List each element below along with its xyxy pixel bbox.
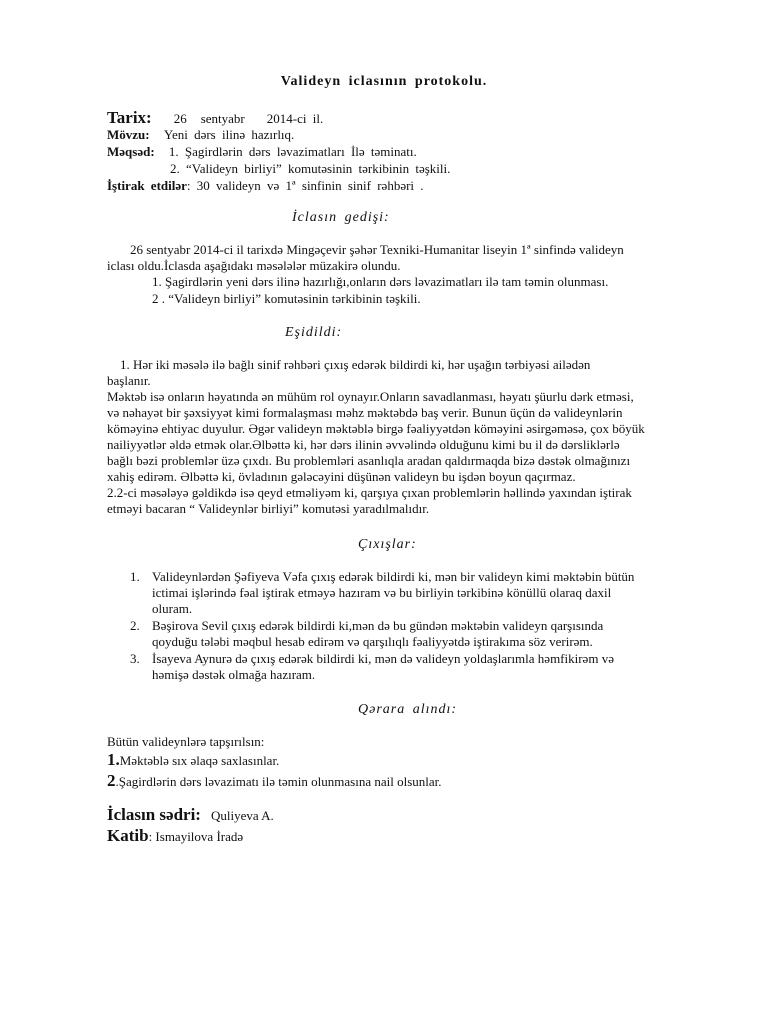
heard-line: köməyinə ehtiyac duyulur. Əgər valideyn məktəblə birgə fəaliyyətdən köməyini əsirgəməsə, çox böyük — [107, 421, 645, 436]
heard-line: bağlı bəzi problemlər üzə çıxdı. Bu problemləri asanlıqla aradan qaldırmaqda bizə dəstək olmağınızı — [107, 453, 631, 468]
speech-line: ictimai işlərində fəal iştirak etməyə hazıram və bu birliyin tərkibinə könüllü olaraq daxil — [152, 585, 612, 600]
proceedings-line-2: iclası oldu.İclasda aşağıdakı məsələlər müzakirə olundu. — [107, 258, 401, 273]
date-row — [107, 108, 323, 128]
speech-line: Valideynlərdən Şəfiyeva Vəfa çıxış edərək bildirdi ki, mən bir valideyn kimi məktəbin bütün — [152, 569, 635, 584]
page-title: Validеyn iclasının protokolu. — [280, 74, 488, 89]
chair-label: İclasın sədri: — [107, 805, 201, 824]
speech-line: İsayeva Aynurə də çıxış edərək bildirdi ki, mən də valideyn yoldaşlarımla həmfikirəm və — [152, 651, 614, 666]
decision-item-1 — [107, 750, 279, 770]
speech-number: 2. — [130, 618, 140, 633]
purpose-item-1: 1. Şagirdlərin dərs ləvazimatları İlə təminatı. — [168, 144, 417, 159]
date-year: 2014-ci il. — [266, 111, 324, 126]
heard-line: başlanır. — [107, 373, 151, 388]
date-day: 26 — [173, 111, 187, 126]
speech-line: qoyduğu tələbi məqbul hesab edirəm və qarşılıqlı fəaliyyətdə iştirakıma söz verirəm. — [152, 634, 593, 649]
section-heading-speeches: Çıxışlar: — [358, 537, 417, 552]
heard-line: etməyi bacaran “ Valideynlər birliyi” komutəsi yaradılmalıdır. — [107, 501, 430, 516]
agenda-item-2: 2 . “Valideyn birliyi” komutəsinin tərkibinin təşkili. — [152, 291, 421, 306]
decision-item-number: 1. — [107, 750, 120, 769]
date-month: sentyabr — [200, 111, 245, 126]
heard-line: nailiyyətlər əldə etmək olar.Əlbəttə ki, hər dərs ilinin əvvəlində olduğunu kimi bu il də dərsliklərlə — [107, 437, 620, 452]
secretary-label: Katib — [107, 826, 149, 845]
proceedings-line-1: 26 sentyabr 2014-ci il tarixdə Mingəçevir şəhər Texniki-Humanitar liseyin 1ª sinfində valideyn — [130, 242, 624, 257]
attendees-row — [107, 178, 424, 194]
topic-value: Yeni dərs ilinə hazırlıq. — [163, 127, 295, 142]
chair-row — [107, 805, 274, 825]
topic-label: Mövzu: — [107, 127, 150, 142]
heard-line: 2.2-ci məsələyə gəldikdə isə qeyd etməliyəm ki, qarşıya çıxan problemlərin həllində yaxından iştirak — [107, 485, 632, 500]
heard-line: və nəhayət bir şəxsiyyət kimi formalaşması məhz məktəbdə baş verir. Bunun üçün də valideynlərin — [107, 405, 623, 420]
agenda-item-1: 1. Şagirdlərin yeni dərs ilinə hazırlığı,onların dərs ləvazimatları ilə tam təmin olunması. — [152, 274, 609, 289]
heard-line: Məktəb isə onların həyatında ən mühüm rol oynayır.Onların savadlanması, həyatı şüurlu dərk etməsi, — [107, 389, 634, 404]
speech-number: 3. — [130, 651, 140, 666]
section-heading-decision: Qərara alındı: — [358, 702, 458, 717]
speech-line: oluram. — [152, 601, 193, 616]
date-label: Tarix: — [107, 108, 152, 127]
speech-line: Bəşirova Sevil çıxış edərək bildirdi ki,mən də bu gündən məktəbin valideyn qarşısında — [152, 618, 604, 633]
attendees-label: İştirak etdilər — [107, 178, 187, 193]
decision-item-number: 2 — [107, 771, 116, 790]
purpose-label: Məqsəd: — [107, 144, 155, 159]
decision-intro: Bütün valideynlərə tapşırılsın: — [107, 734, 265, 749]
speech-number: 1. — [130, 569, 140, 584]
section-heading-proceedings: İclasın gedişi: — [292, 210, 390, 225]
topic-row — [107, 127, 294, 143]
decision-item-2 — [107, 771, 442, 791]
secretary-row — [107, 826, 243, 846]
speech-line: həmişə dəstək olmağa hazıram. — [152, 667, 316, 682]
purpose-row — [107, 144, 417, 160]
secretary-name: : Ismayilova İradə — [148, 829, 244, 844]
decision-item-text: .Şagirdlərin dərs ləvazimatı ilə təmin olunmasına nail olsunlar. — [115, 774, 442, 789]
heard-line: 1. Hər iki məsələ ilə bağlı sinif rəhbəri çıxış edərək bildirdi ki, hər uşağın tərbiyəsi ailədən — [120, 357, 591, 372]
section-heading-heard: Eşidildi: — [285, 325, 343, 340]
heard-line: xahiş edirəm. Əlbəttə ki, övladının gələcəyini düşünən valideyn bu işdən boyun qaçırmaz. — [107, 469, 576, 484]
purpose-item-2: 2. “Valideyn birliyi” komutəsinin tərkibinin təşkili. — [170, 161, 451, 176]
decision-item-text: Məktəblə sıx əlaqə saxlasınlar. — [119, 753, 280, 768]
chair-name: Quliyeva A. — [210, 808, 274, 823]
attendees-value: : 30 valideyn və 1ª sinfinin sinif rəhbəri . — [186, 178, 424, 193]
